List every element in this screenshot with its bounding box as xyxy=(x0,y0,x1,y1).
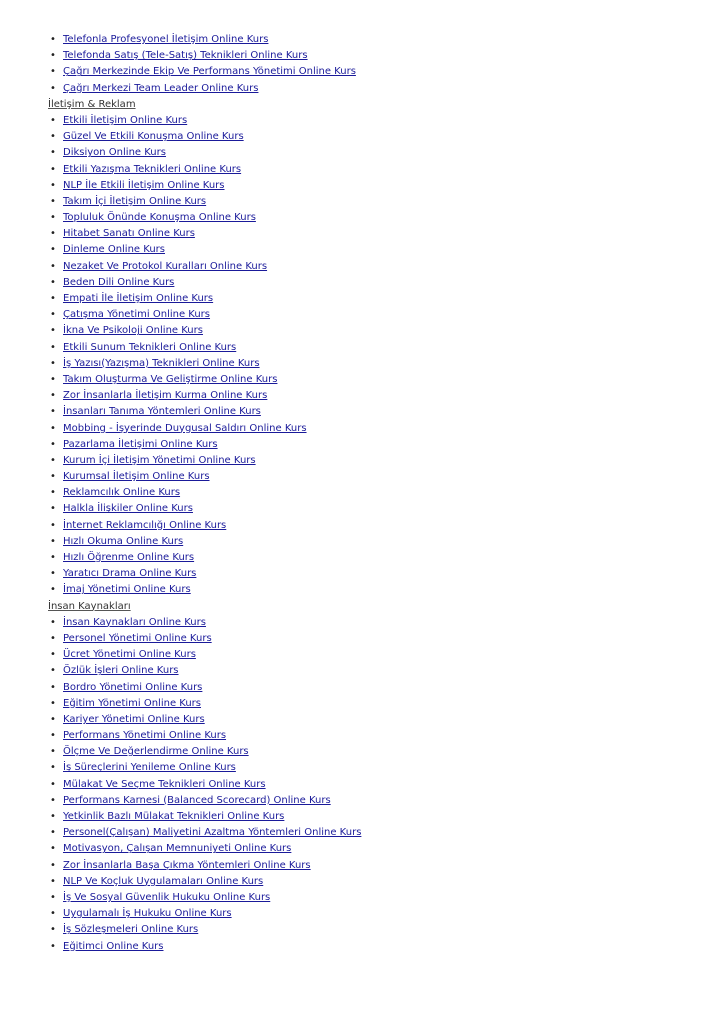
bullet-icon: • xyxy=(50,293,56,304)
list-item xyxy=(0,485,728,501)
bullet-icon: • xyxy=(50,859,56,871)
list-item xyxy=(0,81,728,97)
course-link[interactable]: İnternet Reklamcılığı Online Kurs xyxy=(63,519,227,531)
bullet-icon: • xyxy=(50,924,56,936)
section-heading: İletişim & Reklam xyxy=(48,98,136,110)
bullet-icon: • xyxy=(50,616,56,628)
course-link[interactable]: Mobbing - İşyerinde Duygusal Saldırı Online Kurs xyxy=(63,422,307,434)
list-item xyxy=(0,194,728,210)
list-item xyxy=(0,404,728,420)
list-item xyxy=(0,874,728,890)
list-item xyxy=(0,145,728,161)
list-item xyxy=(0,728,728,744)
bullet-icon: • xyxy=(50,131,56,143)
list-item xyxy=(0,437,728,453)
list-item xyxy=(0,744,728,760)
course-link[interactable]: Diksiyon Online Kurs xyxy=(63,147,166,159)
list-item xyxy=(0,469,728,485)
course-link[interactable]: Çağrı Merkezinde Ekip Ve Performans Yönetimi Online Kurs xyxy=(63,66,356,78)
course-link[interactable]: Kurumsal İletişim Online Kurs xyxy=(63,471,210,483)
course-link[interactable]: Kariyer Yönetimi Online Kurs xyxy=(63,713,205,725)
list-item xyxy=(0,712,728,728)
bullet-icon: • xyxy=(50,681,56,693)
bullet-icon: • xyxy=(50,422,56,434)
bullet-icon: • xyxy=(50,713,56,725)
course-link[interactable]: Zor İnsanlarla İletişim Kurma Online Kurs xyxy=(63,390,268,402)
bullet-icon: • xyxy=(50,568,56,580)
bullet-icon: • xyxy=(50,908,56,920)
list-item xyxy=(0,242,728,258)
list-item xyxy=(0,631,728,647)
list-item xyxy=(0,48,728,64)
course-link[interactable]: NLP Ve Koçluk Uygulamaları Online Kurs xyxy=(63,875,264,887)
bullet-icon: • xyxy=(50,746,56,758)
list-item xyxy=(0,615,728,631)
list-item xyxy=(0,291,728,307)
bullet-icon: • xyxy=(50,341,56,353)
course-link[interactable]: Motivasyon, Çalışan Memnuniyeti Online Kurs xyxy=(63,843,292,855)
bullet-icon: • xyxy=(50,212,56,224)
course-link[interactable]: İnsanları Tanıma Yöntemleri Online Kurs xyxy=(63,406,261,418)
list-item xyxy=(0,647,728,663)
bullet-icon: • xyxy=(50,940,56,952)
section-heading: İnsan Kaynakları xyxy=(48,600,131,612)
bullet-icon: • xyxy=(50,357,56,369)
list-item xyxy=(0,340,728,356)
course-link[interactable]: Zor İnsanlarla Başa Çıkma Yöntemleri Online Kurs xyxy=(63,859,311,871)
course-link[interactable]: İş Yazısı(Yazışma) Teknikleri Online Kurs xyxy=(63,357,260,369)
course-link[interactable]: Performans Karnesi (Balanced Scorecard) Online Kurs xyxy=(63,794,331,806)
list-item xyxy=(0,259,728,275)
list-item xyxy=(0,939,728,955)
course-link[interactable]: Eğitimci Online Kurs xyxy=(63,940,164,952)
bullet-icon: • xyxy=(50,503,56,515)
bullet-icon: • xyxy=(50,584,56,596)
course-link[interactable]: Halkla İlişkiler Online Kurs xyxy=(63,503,193,515)
course-link[interactable]: İş Süreçlerini Yenileme Online Kurs xyxy=(63,762,236,774)
bullet-icon: • xyxy=(50,438,56,450)
bullet-icon: • xyxy=(50,827,56,839)
bullet-icon: • xyxy=(50,276,56,288)
course-link[interactable]: Beden Dili Online Kurs xyxy=(63,276,175,288)
course-link[interactable]: İş Ve Sosyal Güvenlik Hukuku Online Kurs xyxy=(63,891,271,903)
list-item xyxy=(0,307,728,323)
bullet-icon: • xyxy=(50,82,56,94)
bullet-icon: • xyxy=(50,875,56,887)
course-link[interactable]: İkna Ve Psikoloji Online Kurs xyxy=(63,325,203,337)
course-link[interactable]: Performans Yönetimi Online Kurs xyxy=(63,730,227,742)
bullet-icon: • xyxy=(50,778,56,790)
course-link[interactable]: Özlük İşleri Online Kurs xyxy=(63,665,179,677)
bullet-icon: • xyxy=(50,487,56,499)
bullet-icon: • xyxy=(50,228,56,240)
bullet-icon: • xyxy=(50,260,56,272)
list-item xyxy=(0,129,728,145)
bullet-icon: • xyxy=(50,794,56,806)
list-item xyxy=(0,518,728,534)
bullet-icon: • xyxy=(50,632,56,644)
list-item xyxy=(0,809,728,825)
bullet-icon: • xyxy=(50,163,56,175)
list-item xyxy=(0,760,728,776)
list-item xyxy=(0,890,728,906)
bullet-icon: • xyxy=(50,730,56,742)
list-item xyxy=(0,663,728,679)
bullet-icon: • xyxy=(50,535,56,547)
course-link[interactable]: Ölçme Ve Değerlendirme Online Kurs xyxy=(63,746,249,758)
course-link[interactable]: Dinleme Online Kurs xyxy=(63,244,165,256)
course-link[interactable]: Çatışma Yönetimi Online Kurs xyxy=(63,309,211,321)
bullet-icon: • xyxy=(50,325,56,337)
list-item xyxy=(0,178,728,194)
course-link[interactable]: Hızlı Okuma Online Kurs xyxy=(63,535,184,547)
list-item xyxy=(0,388,728,404)
list-item xyxy=(0,906,728,922)
list-item xyxy=(0,421,728,437)
course-link[interactable]: Personel Yönetimi Online Kurs xyxy=(63,632,212,644)
course-link[interactable]: Hızlı Öğrenme Online Kurs xyxy=(63,552,195,563)
bullet-icon: • xyxy=(50,471,56,483)
list-item xyxy=(0,922,728,938)
list-item xyxy=(0,680,728,696)
bullet-icon: • xyxy=(50,373,56,385)
course-link[interactable]: Pazarlama İletişimi Online Kurs xyxy=(63,438,218,450)
course-link[interactable]: İmaj Yönetimi Online Kurs xyxy=(63,584,191,596)
list-item xyxy=(0,210,728,226)
course-link[interactable]: Eğitim Yönetimi Online Kurs xyxy=(63,697,202,709)
list-item xyxy=(0,453,728,469)
bullet-icon: • xyxy=(50,406,56,418)
list-item xyxy=(0,32,728,48)
bullet-icon: • xyxy=(50,811,56,822)
course-link[interactable]: Mülakat Ve Seçme Teknikleri Online Kurs xyxy=(63,778,266,790)
course-link[interactable]: Reklamcılık Online Kurs xyxy=(63,487,181,499)
bullet-icon: • xyxy=(50,697,56,709)
list-item xyxy=(0,113,728,129)
course-link[interactable]: Yaratıcı Drama Online Kurs xyxy=(63,568,197,580)
course-link[interactable]: Personel(Çalışan) Maliyetini Azaltma Yöntemleri Online Kurs xyxy=(63,827,362,839)
list-item xyxy=(0,356,728,372)
list-item xyxy=(0,566,728,582)
list-item xyxy=(0,841,728,857)
list-item xyxy=(0,372,728,388)
course-link[interactable]: Hitabet Sanatı Online Kurs xyxy=(63,228,195,240)
bullet-icon: • xyxy=(50,309,56,321)
list-item xyxy=(0,534,728,550)
list-item xyxy=(0,275,728,291)
course-link[interactable]: Etkili Yazışma Teknikleri Online Kurs xyxy=(63,163,242,175)
bullet-icon: • xyxy=(50,843,56,855)
course-link[interactable]: Yetkinlik Bazlı Mülakat Teknikleri Online Kurs xyxy=(63,811,285,822)
bullet-icon: • xyxy=(50,519,56,531)
course-link[interactable]: Telefonla Profesyonel İletişim Online Kurs xyxy=(63,34,269,45)
bullet-icon: • xyxy=(50,649,56,661)
course-link[interactable]: Takım İçi İletişim Online Kurs xyxy=(63,195,207,207)
list-item xyxy=(0,696,728,712)
course-link[interactable]: Kurum İçi İletişim Yönetimi Online Kurs xyxy=(63,454,256,466)
bullet-icon: • xyxy=(50,195,56,207)
course-link[interactable]: İnsan Kaynakları Online Kurs xyxy=(63,616,206,628)
course-link[interactable]: İş Sözleşmeleri Online Kurs xyxy=(63,924,199,936)
course-link[interactable]: Ücret Yönetimi Online Kurs xyxy=(63,649,196,661)
bullet-icon: • xyxy=(50,891,56,903)
bullet-icon: • xyxy=(50,665,56,677)
bullet-icon: • xyxy=(50,552,56,563)
course-link[interactable]: Nezaket Ve Protokol Kuralları Online Kurs xyxy=(63,260,268,272)
list-item xyxy=(0,793,728,809)
list-item xyxy=(0,582,728,598)
course-link[interactable]: Etkili Sunum Teknikleri Online Kurs xyxy=(63,341,237,353)
list-item xyxy=(0,226,728,242)
list-item xyxy=(0,162,728,178)
bullet-icon: • xyxy=(50,454,56,466)
bullet-icon: • xyxy=(50,34,56,45)
bullet-icon: • xyxy=(50,66,56,78)
bullet-icon: • xyxy=(50,147,56,159)
course-link[interactable]: Topluluk Önünde Konuşma Online Kurs xyxy=(63,212,256,224)
bullet-icon: • xyxy=(50,762,56,774)
course-link[interactable]: Uygulamalı İş Hukuku Online Kurs xyxy=(63,908,232,920)
bullet-icon: • xyxy=(50,244,56,256)
list-item xyxy=(0,323,728,339)
course-link[interactable]: Güzel Ve Etkili Konuşma Online Kurs xyxy=(63,131,244,143)
bullet-icon: • xyxy=(50,50,56,62)
list-item xyxy=(0,550,728,566)
list-item xyxy=(0,501,728,517)
course-link[interactable]: Empati İle İletişim Online Kurs xyxy=(63,293,214,304)
list-item xyxy=(0,825,728,841)
bullet-icon: • xyxy=(50,390,56,402)
course-link[interactable]: Etkili İletişim Online Kurs xyxy=(63,114,188,126)
list-item xyxy=(0,858,728,874)
bullet-icon: • xyxy=(50,114,56,126)
course-link[interactable]: Telefonda Satış (Tele-Satış) Teknikleri Online Kurs xyxy=(63,50,308,62)
list-item xyxy=(0,777,728,793)
course-link[interactable]: Takım Oluşturma Ve Geliştirme Online Kurs xyxy=(63,373,278,385)
list-item xyxy=(0,64,728,80)
course-link[interactable]: NLP İle Etkili İletişim Online Kurs xyxy=(63,179,225,191)
course-link[interactable]: Çağrı Merkezi Team Leader Online Kurs xyxy=(63,82,259,94)
course-link[interactable]: Bordro Yönetimi Online Kurs xyxy=(63,681,203,693)
bullet-icon: • xyxy=(50,179,56,191)
